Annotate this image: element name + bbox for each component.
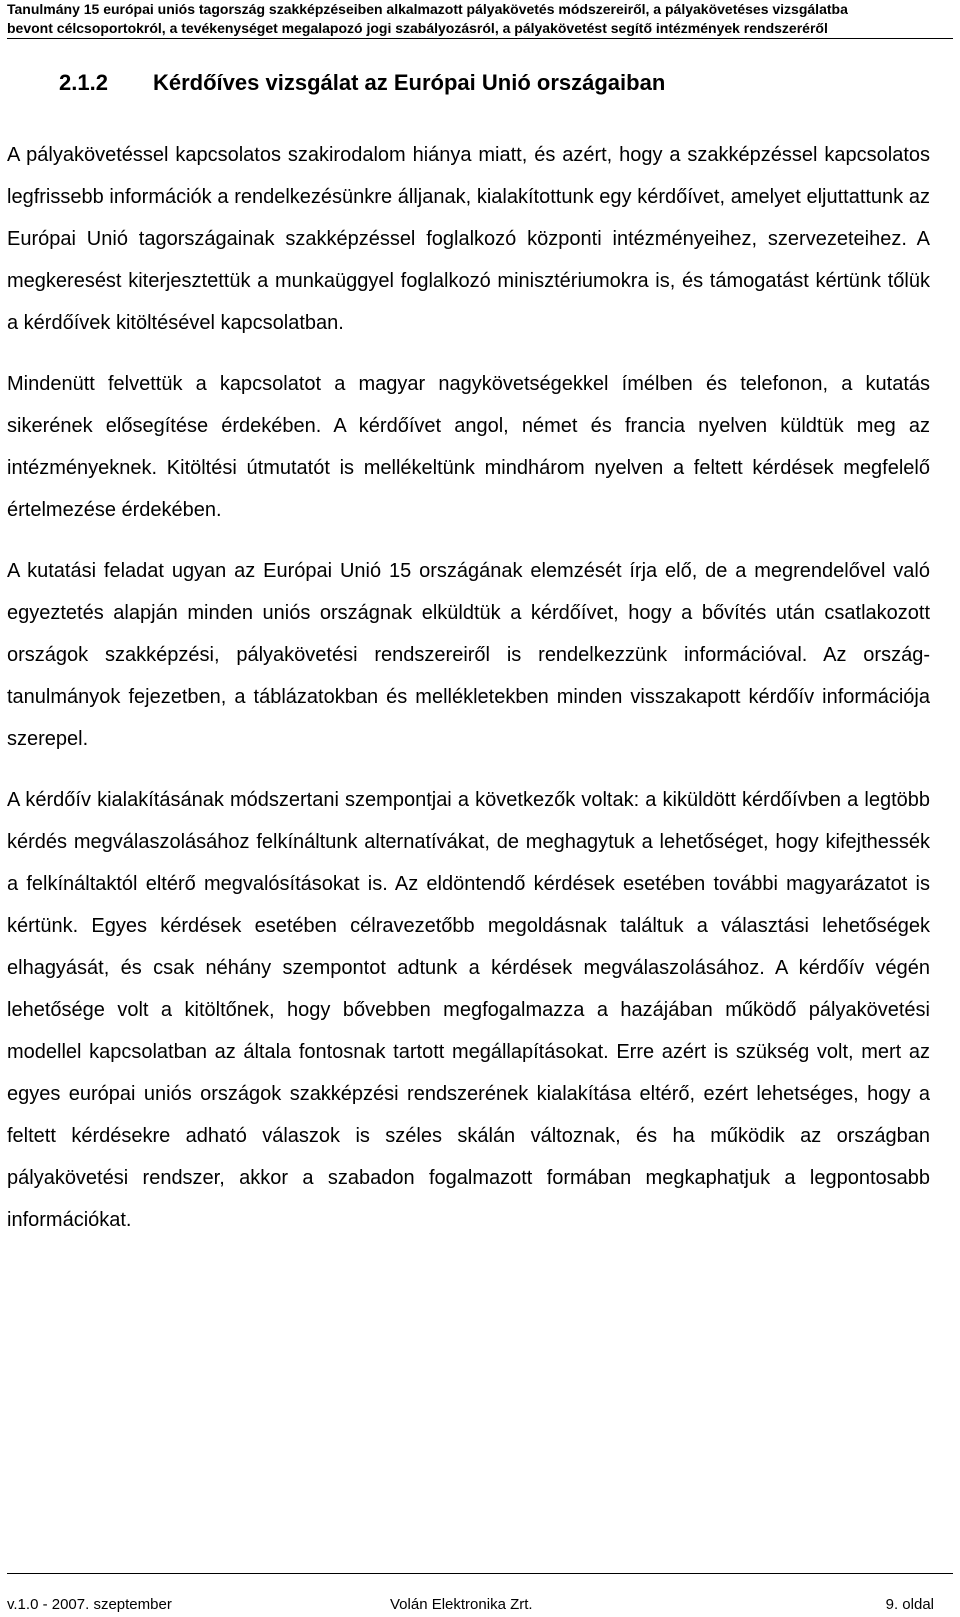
footer-page-number: 9. oldal: [885, 1596, 934, 1613]
paragraph: A pályakövetéssel kapcsolatos szakirodalom hiánya miatt, és azért, hogy a szakképzéssel kapcsolatos legfrissebb információk a rendelkezésünkre álljanak, kialakítottunk egy kérdőívet, amelyet eljuttattunk az Európai Unió tagországainak szakképzéssel foglalkozó központi intézményeihez, szervezeteihez. A megkeresést kiterjesztettük a munkaüggyel foglalkozó minisztériumokra is, és támogatást kértünk tőlük a kérdőívek kitöltésével kapcsolatban.: [7, 144, 930, 334]
running-header-line-2: bevont célcsoportokról, a tevékenységet megalapozó jogi szabályozásról, a pályakövetést segítő intézmények rendszeréről: [7, 20, 828, 36]
paragraph: A kutatási feladat ugyan az Európai Unió 15 országának elemzését írja elő, de a megrendelővel való egyeztetés alapján minden uniós országnak elküldtük a kérdőívet, hogy a bővítés után csatlakozott országok szakképzési, pályakövetési rendszereiről is rendelkezzünk információval. Az ország-tanulmányok fejezetben, a táblázatokban és mellékletekben minden visszakapott kérdőív információja szerepel.: [7, 560, 930, 750]
footer-version: v.1.0 - 2007. szeptember: [7, 1596, 172, 1613]
running-header-line-1: Tanulmány 15 európai uniós tagország szakképzéseiben alkalmazott pályakövetés módszereiről, a pályakövetéses vizsgálatba: [7, 1, 848, 17]
footer-divider: [7, 1573, 953, 1574]
paragraph: A kérdőív kialakításának módszertani szempontjai a következők voltak: a kiküldött kérdőívben a legtöbb kérdés megválaszolásához felkínáltunk alternatívákat, de meghagytuk a lehetőséget, hogy kifejthessék a felkínáltaktól eltérő megvalósításokat is. Az eldöntendő kérdések esetében további magyarázatot is kértünk. Egyes kérdések esetében célravezetőbb megoldásnak találtuk a választási lehetőségek elhagyását, és csak néhány szempontot adtunk a kérdések megválaszolásához. A kérdőív végén lehetősége volt a kitöltőnek, hogy bővebben megfogalmazza a hazájában működő pályakövetési modellel kapcsolatban az általa fontosnak tartott megállapításokat. Erre azért is szükség volt, mert az egyes európai uniós országok szakképzési rendszerének kialakítása eltérő, ezért lehetséges, hogy a feltett kérdésekre adható válaszok is széles skálán változnak, és ha működik az országban pályakövetési rendszer, akkor a szabadon fogalmazott formában megkaphatjuk a legpontosabb információkat.: [7, 789, 930, 1231]
footer-company: Volán Elektronika Zrt.: [390, 1596, 533, 1613]
body-text: [7, 134, 930, 1260]
running-header: [7, 0, 953, 38]
section-number: 2.1.2: [59, 70, 108, 95]
header-divider: [7, 38, 953, 39]
section-heading: [59, 68, 665, 98]
section-title: Kérdőíves vizsgálat az Európai Unió országaiban: [153, 70, 666, 95]
paragraph: Mindenütt felvettük a kapcsolatot a magyar nagykövetségekkel ímélben és telefonon, a kutatás sikerének elősegítése érdekében. A kérdőívet angol, német és francia nyelven küldtük meg az intézményeknek. Kitöltési útmutatót is mellékeltünk mindhárom nyelven a feltett kérdések megfelelő értelmezése érdekében.: [7, 373, 930, 521]
